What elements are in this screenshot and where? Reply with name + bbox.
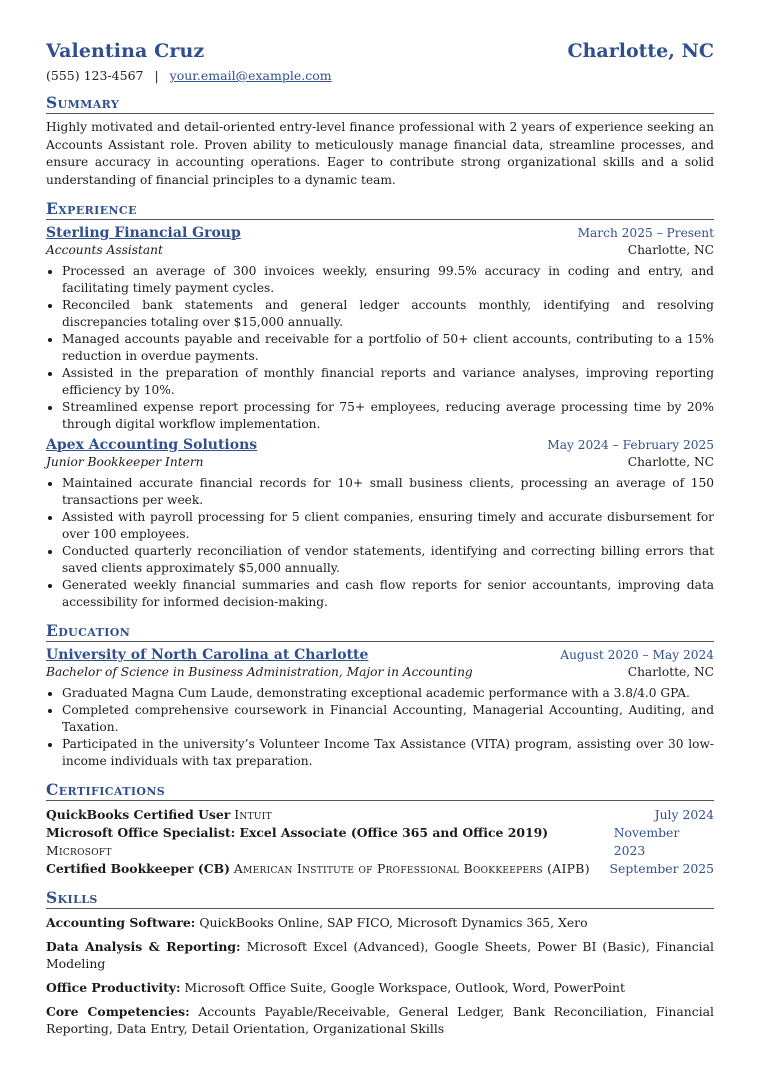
certification-date: July 2024 bbox=[654, 807, 714, 822]
degree-title: Bachelor of Science in Business Administration, Major in Accounting bbox=[46, 665, 473, 679]
certification-name: Microsoft Office Specialist: Excel Associate (Office 365 and Office 2019) bbox=[46, 825, 549, 840]
experience-entry-apex bbox=[46, 437, 714, 611]
achievement-item: • Processed an average of 300 invoices weekly, ensuring 99.5% accuracy in coding and entry, and facilitating timely payment cycles. bbox=[62, 263, 714, 297]
skill-category: Accounting Software: bbox=[46, 915, 196, 930]
skill-category: Office Productivity: bbox=[46, 980, 181, 995]
achievement-item: • Assisted in the preparation of monthly financial reports and variance analyses, improving reporting efficiency by 10%. bbox=[62, 365, 714, 399]
education-section bbox=[46, 621, 714, 770]
achievement-item: • Assisted with payroll processing for 5 client companies, ensuring timely and accurate disbursement for over 100 employees. bbox=[62, 509, 714, 543]
certification-row bbox=[46, 824, 714, 860]
candidate-name: Valentina Cruz bbox=[46, 40, 205, 62]
phone-number: (555) 123-4567 bbox=[46, 68, 144, 83]
achievement-item: • Maintained accurate financial records for 10+ small business clients, processing an average of 150 transactions per week. bbox=[62, 475, 714, 509]
skill-values: Accounts Payable/Receivable, General Ledger, Bank Reconciliation, Financial Reporting, Data Entry, Detail Orientation, Organizational Skills bbox=[46, 1004, 714, 1036]
certification-date: November 2023 bbox=[613, 825, 680, 858]
certifications-heading: Certifications bbox=[46, 780, 714, 801]
achievement-item: • Conducted quarterly reconciliation of vendor statements, identifying and correcting billing errors that saved clients approximately $5,000 annually. bbox=[62, 543, 714, 577]
certification-issuer: Microsoft bbox=[46, 843, 112, 858]
job-title: Accounts Assistant bbox=[46, 243, 163, 257]
skills-section bbox=[46, 888, 714, 1037]
job-location: Charlotte, NC bbox=[627, 455, 714, 469]
achievement-list bbox=[46, 475, 714, 611]
summary-text: Highly motivated and detail-oriented entry-level finance professional with 2 years of experience seeking an Accounts Assistant role. Proven ability to meticulously manage financial data, streamline processes, and ensure accuracy in accounting operations. Eager to contribute strong organizational skills and a solid understanding of financial principles to a dynamic team. bbox=[46, 120, 714, 187]
skill-category: Core Competencies: bbox=[46, 1004, 190, 1019]
skill-row bbox=[46, 1003, 714, 1037]
employment-dates: May 2024 – February 2025 bbox=[547, 438, 714, 452]
summary-heading: Summary bbox=[46, 93, 714, 114]
education-highlight-item: • Participated in the university’s Volunteer Income Tax Assistance (VITA) program, assisting over 30 low-income individuals with tax preparation. bbox=[62, 736, 714, 770]
education-entry bbox=[46, 647, 714, 770]
skill-row bbox=[46, 938, 714, 972]
skill-values: QuickBooks Online, SAP FICO, Microsoft Dynamics 365, Xero bbox=[199, 915, 588, 930]
email-link[interactable]: your.email@example.com bbox=[169, 68, 332, 83]
certification-issuer: Intuit bbox=[234, 807, 272, 822]
experience-section bbox=[46, 199, 714, 611]
education-heading: Education bbox=[46, 621, 714, 642]
resume-header bbox=[46, 40, 714, 62]
skills-heading: Skills bbox=[46, 888, 714, 909]
skill-row bbox=[46, 979, 714, 996]
certification-issuer: American Institute of Professional Bookkeepers (AIPB) bbox=[233, 861, 590, 876]
candidate-location: Charlotte, NC bbox=[567, 40, 714, 62]
contact-separator: | bbox=[154, 68, 159, 83]
summary-section bbox=[46, 93, 714, 189]
skill-values: Microsoft Excel (Advanced), Google Sheets, Power BI (Basic), Financial Modeling bbox=[46, 939, 714, 971]
education-highlight-item: • Completed comprehensive coursework in Financial Accounting, Managerial Accounting, Auditing, and Taxation. bbox=[62, 702, 714, 736]
certification-name: Certified Bookkeeper (CB) bbox=[46, 861, 230, 876]
skill-category: Data Analysis & Reporting: bbox=[46, 939, 241, 954]
certifications-section bbox=[46, 780, 714, 878]
school-location: Charlotte, NC bbox=[627, 665, 714, 679]
achievement-list bbox=[46, 263, 714, 433]
contact-line bbox=[46, 68, 714, 83]
certification-date: September 2025 bbox=[609, 861, 714, 876]
employer-link[interactable]: Apex Accounting Solutions bbox=[46, 437, 258, 453]
employment-dates: March 2025 – Present bbox=[577, 226, 714, 240]
achievement-item: • Reconciled bank statements and general ledger accounts monthly, identifying and resolving discrepancies totaling over $15,000 annually. bbox=[62, 297, 714, 331]
certification-row bbox=[46, 806, 714, 824]
education-highlights bbox=[46, 685, 714, 770]
certification-name: QuickBooks Certified User bbox=[46, 807, 231, 822]
experience-entry-sterling bbox=[46, 225, 714, 433]
school-link[interactable]: University of North Carolina at Charlotte bbox=[46, 647, 369, 663]
achievement-item: • Streamlined expense report processing for 75+ employees, reducing average processing time by 20% through digital workflow implementation. bbox=[62, 399, 714, 433]
job-location: Charlotte, NC bbox=[627, 243, 714, 257]
skill-values: Microsoft Office Suite, Google Workspace, Outlook, Word, PowerPoint bbox=[184, 980, 626, 995]
experience-heading: Experience bbox=[46, 199, 714, 220]
skill-row bbox=[46, 914, 714, 931]
education-dates: August 2020 – May 2024 bbox=[560, 648, 714, 662]
job-title: Junior Bookkeeper Intern bbox=[46, 455, 204, 469]
achievement-item: • Managed accounts payable and receivable for a portfolio of 50+ client accounts, contributing to a 15% reduction in overdue payments. bbox=[62, 331, 714, 365]
achievement-item: • Generated weekly financial summaries and cash flow reports for senior accountants, improving data accessibility for informed decision-making. bbox=[62, 577, 714, 611]
employer-link[interactable]: Sterling Financial Group bbox=[46, 225, 241, 241]
education-highlight-item: • Graduated Magna Cum Laude, demonstrating exceptional academic performance with a 3.8/4.0 GPA. bbox=[62, 685, 714, 702]
certification-row bbox=[46, 860, 714, 878]
